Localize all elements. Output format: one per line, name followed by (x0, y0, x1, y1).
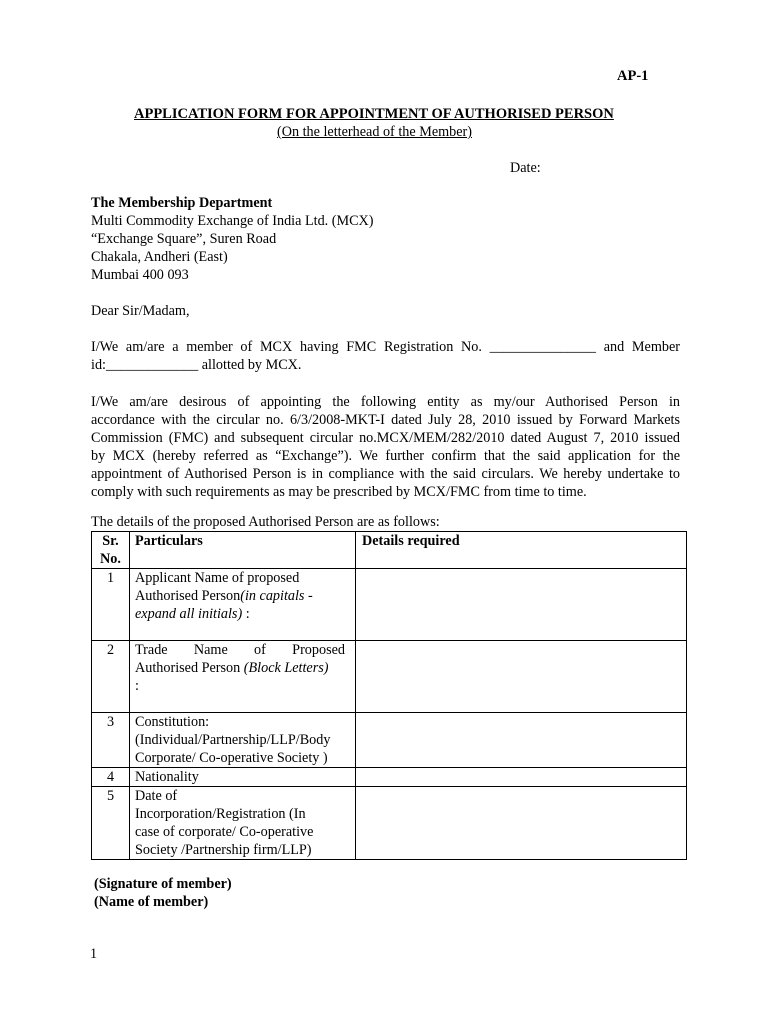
row-particulars: Nationality (130, 768, 356, 787)
intro-line-4: by MCX (hereby referred as “Exchange”). We further confirm that the said application for the (91, 448, 680, 464)
membership-line-2: id:_____________ allotted by MCX. (91, 357, 302, 373)
table-row (92, 768, 687, 787)
particulars-italic: (Block Letters) (243, 660, 329, 676)
details-input-cell[interactable] (356, 713, 687, 768)
intro-line-2: accordance with the circular no. 6/3/2008-MKT-I dated July 28, 2010 issued by Forward Markets (91, 412, 680, 428)
particulars-line: Date of (135, 788, 178, 804)
particulars-text: Authorised Person (135, 588, 241, 604)
particulars-line: (Individual/Partnership/LLP/Body (135, 732, 331, 748)
particulars-line: Incorporation/Registration (In (135, 806, 306, 822)
row-sr-no: 4 (92, 768, 130, 787)
row-particulars (130, 787, 356, 860)
particulars-italic: expand all initials) (135, 606, 243, 622)
row-particulars (130, 713, 356, 768)
table-row (92, 713, 687, 768)
form-code: AP-1 (617, 68, 649, 84)
intro-line-3: Commission (FMC) and subsequent circular no.MCX/MEM/282/2010 dated August 7, 2010 issued (91, 430, 680, 446)
particulars-text: Authorised Person (135, 660, 244, 676)
details-input-cell[interactable] (356, 787, 687, 860)
particulars-line: Trade Name of Proposed (135, 642, 345, 658)
details-table (91, 531, 687, 860)
signature-label: (Signature of member) (94, 876, 232, 892)
particulars-line: case of corporate/ Co-operative (135, 824, 314, 840)
address-line-4: Mumbai 400 093 (91, 267, 189, 283)
header-sr-no (92, 532, 130, 569)
membership-line-1: I/We am/are a member of MCX having FMC Registration No. _______________ and Member (91, 339, 680, 355)
particulars-line: : (135, 678, 139, 694)
member-name-label: (Name of member) (94, 894, 209, 910)
salutation: Dear Sir/Madam, (91, 303, 190, 319)
address-line-1: Multi Commodity Exchange of India Ltd. (MCX) (91, 213, 374, 229)
row-sr-no: 1 (92, 569, 130, 641)
date-label: Date: (510, 160, 541, 176)
row-sr-no: 5 (92, 787, 130, 860)
header-no-text: No. (100, 551, 121, 567)
table-intro: The details of the proposed Authorised Person are as follows: (91, 514, 440, 530)
details-input-cell[interactable] (356, 768, 687, 787)
header-details-required: Details required (356, 532, 687, 569)
address-line-2: “Exchange Square”, Suren Road (91, 231, 277, 247)
table-row (92, 569, 687, 641)
particulars-line: Constitution: (135, 714, 210, 730)
row-particulars (130, 641, 356, 713)
particulars-line (135, 587, 355, 605)
intro-paragraph (91, 393, 680, 501)
particulars-text: : (242, 606, 250, 622)
row-sr-no: 2 (92, 641, 130, 713)
page-subtitle: (On the letterhead of the Member) (277, 124, 472, 140)
intro-line-1: I/We am/are desirous of appointing the following entity as my/our Authorised Person in (91, 394, 680, 410)
table-row (92, 787, 687, 860)
intro-line-5: appointment of Authorised Person is in compliance with the said circulars. We hereby undertake to (91, 466, 680, 482)
membership-paragraph (91, 338, 680, 374)
row-sr-no: 3 (92, 713, 130, 768)
page-number: 1 (90, 946, 98, 962)
row-particulars (130, 569, 356, 641)
particulars-line (135, 605, 355, 623)
table-row (92, 641, 687, 713)
particulars-line (135, 659, 355, 677)
particulars-line: Applicant Name of proposed (135, 570, 300, 586)
address-department: The Membership Department (91, 195, 273, 211)
table-header-row (92, 532, 687, 569)
header-particulars: Particulars (130, 532, 356, 569)
particulars-line: Society /Partnership firm/LLP) (135, 842, 312, 858)
header-sr-text: Sr. (102, 533, 119, 549)
details-input-cell[interactable] (356, 641, 687, 713)
particulars-italic: (in capitals - (240, 588, 313, 604)
particulars-line: Corporate/ Co-operative Society ) (135, 750, 328, 766)
address-line-3: Chakala, Andheri (East) (91, 249, 228, 265)
page-title: APPLICATION FORM FOR APPOINTMENT OF AUTHORISED PERSON (134, 106, 614, 122)
intro-line-6: comply with such requirements as may be prescribed by MCX/FMC from time to time. (91, 484, 587, 500)
details-input-cell[interactable] (356, 569, 687, 641)
